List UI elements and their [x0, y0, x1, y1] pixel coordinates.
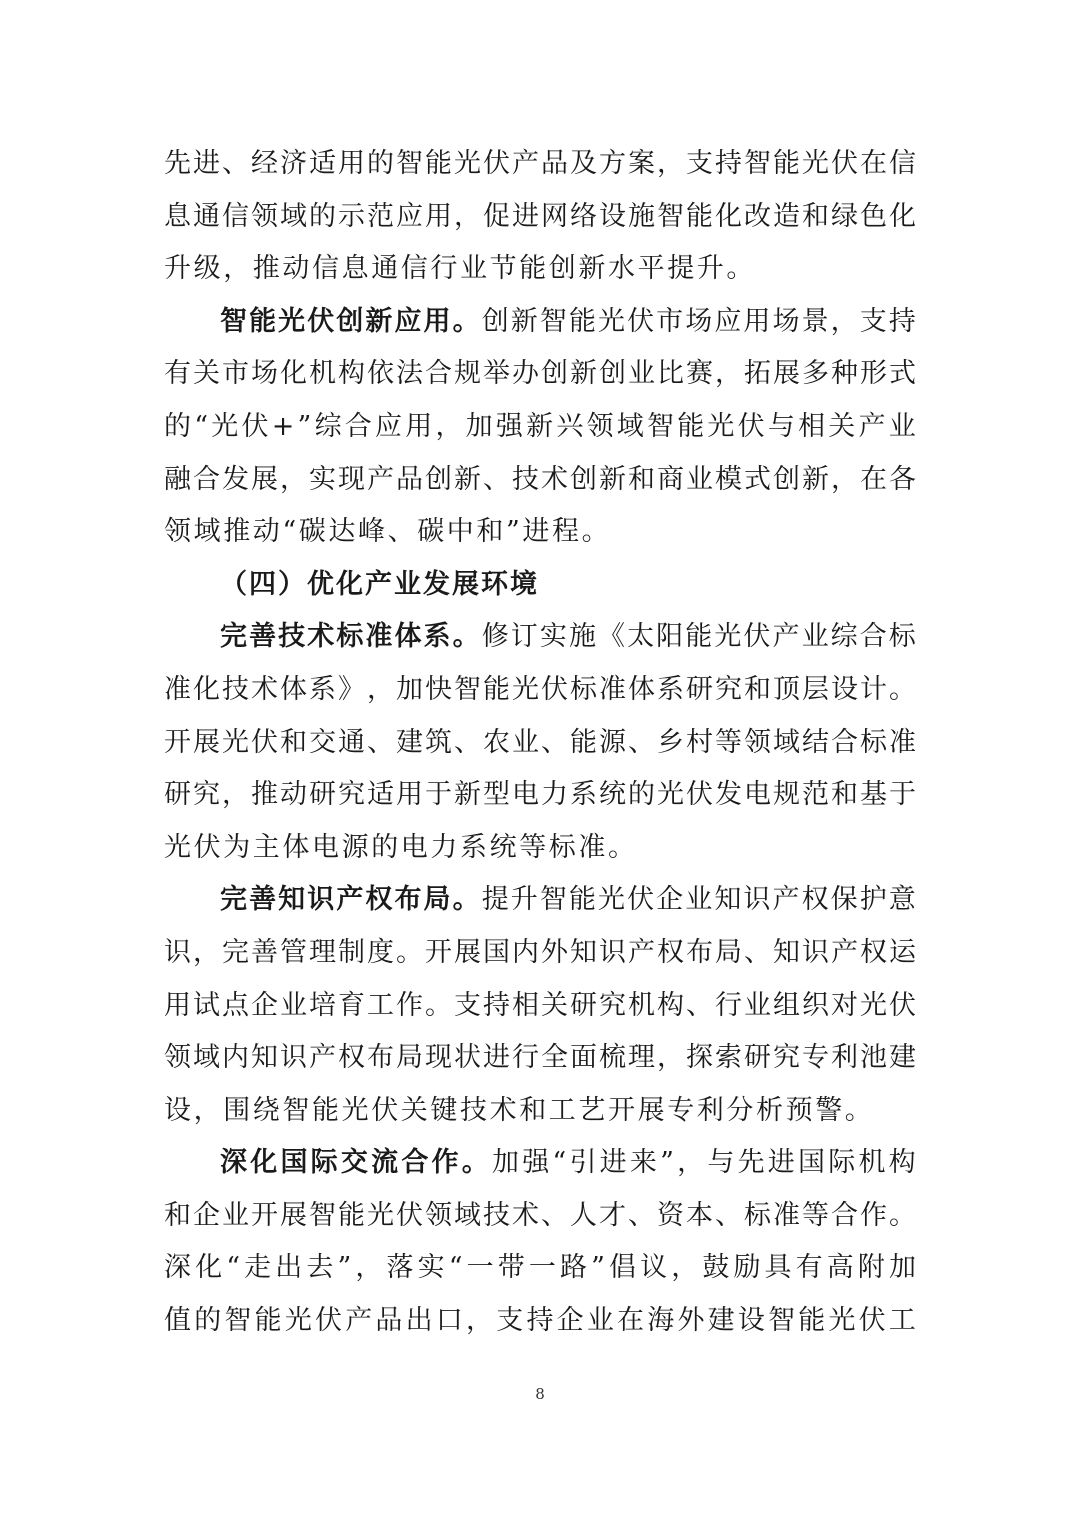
text-line: 融 合 发 展 ， 实 现 产 品 创 新 、 技 术 创 新 和 商 业 模 式 创 新 ， 在 各	[164, 463, 916, 495]
text-line: 的 “ 光 伏 + ” 综 合 应 用 ， 加 强 新 兴 领 域 智 能 光 伏 与 相 关 产 业	[164, 410, 916, 442]
text-line: 和 企 业 开 展 智 能 光 伏 领 域 技 术 、 人 才 、 资 本 、 标 准 等 合 作 。	[164, 1199, 916, 1231]
text-line: 研 究 ， 推 动 研 究 适 用 于 新 型 电 力 系 统 的 光 伏 发 电 规 范 和 基 于	[164, 779, 916, 811]
body-text	[164, 138, 916, 1348]
text-line: 识 ， 完 善 管 理 制 度 。 开 展 国 内 外 知 识 产 权 布 局 、 知 识 产 权 运	[164, 936, 916, 968]
text-line: 值 的 智 能 光 伏 产 品 出 口 ， 支 持 企 业 在 海 外 建 设 智 能 光 伏 工	[164, 1305, 916, 1337]
paragraph-first-line: 完 善 知 识 产 权 布 局 。 提 升 智 能 光 伏 企 业 知 识 产 权 保 护 意	[220, 884, 916, 916]
paragraph-first-line: 深 化 国 际 交 流 合 作 。 加 强 “ 引 进 来 ” ， 与 先 进 国 际 机 构	[220, 1147, 916, 1179]
page-number: 8	[535, 1385, 545, 1403]
text-line: 深 化 “ 走 出 去 ” ， 落 实 “ 一 带 一 路 ” 倡 议 ， 鼓 励 具 有 高 附 加	[164, 1252, 916, 1284]
text-line: 有 关 市 场 化 机 构 依 法 合 规 举 办 创 新 创 业 比 赛 ， 拓 展 多 种 形 式	[164, 358, 916, 390]
section-title: （四）优化产业发展环境	[220, 568, 539, 600]
text-line: 开 展 光 伏 和 交 通 、 建 筑 、 农 业 、 能 源 、 乡 村 等 领 域 结 合 标 准	[164, 726, 916, 758]
paragraph-first-line: 智 能 光 伏 创 新 应 用 。 创 新 智 能 光 伏 市 场 应 用 场 景 ， 支 持	[220, 305, 916, 337]
text-line: 用 试 点 企 业 培 育 工 作 。 支 持 相 关 研 究 机 构 、 行 业 组 织 对 光 伏	[164, 989, 916, 1021]
text-line: 设，围绕智能光伏关键技术和工艺开展专利分析预警。	[164, 1094, 875, 1126]
paragraph-first-line: 完 善 技 术 标 准 体 系 。 修 订 实 施 《 太 阳 能 光 伏 产 业 综 合 标	[220, 621, 916, 653]
text-line: 准 化 技 术 体 系 》 ， 加 快 智 能 光 伏 标 准 体 系 研 究 和 顶 层 设 计 。	[164, 673, 916, 705]
text-line: 领 域 内 知 识 产 权 布 局 现 状 进 行 全 面 梳 理 ， 探 索 研 究 专 利 池 建	[164, 1042, 916, 1074]
text-line: 升级，推动信息通信行业节能创新水平提升。	[164, 253, 756, 285]
text-line: 领域推动“碳达峰、碳中和”进程。	[164, 516, 612, 548]
text-line: 息 通 信 领 域 的 示 范 应 用 ， 促 进 网 络 设 施 智 能 化 改 造 和 绿 色 化	[164, 200, 916, 232]
text-line: 光伏为主体电源的电力系统等标准。	[164, 831, 638, 863]
text-line: 先 进 、 经 济 适 用 的 智 能 光 伏 产 品 及 方 案 ， 支 持 智 能 光 伏 在 信	[164, 148, 916, 179]
